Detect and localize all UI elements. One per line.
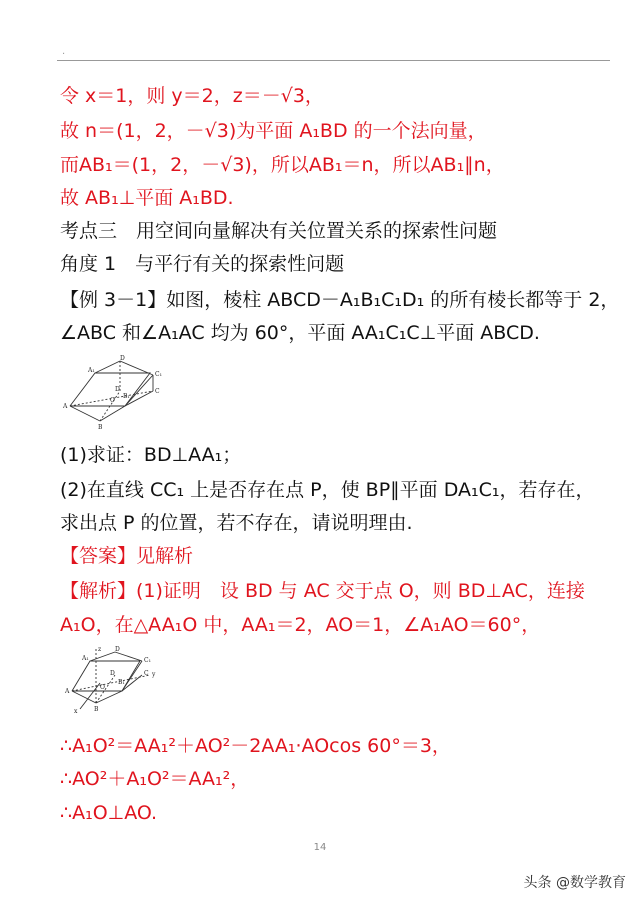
example-line-1: 【例 3－1】如图，棱柱 ABCD－A₁B₁C₁D₁ 的所有棱长都等于 2，: [60, 289, 620, 311]
solution-line-3: ∴A₁O²＝AA₁²＋AO²－2AA₁·AOcos 60°＝3，: [60, 735, 451, 757]
fig1-label-b: B: [98, 424, 103, 431]
header-rule: [57, 60, 610, 61]
fig1-edge: [125, 375, 153, 406]
fig2-label-z: z: [98, 646, 102, 653]
fig1-label-b1: B₁: [123, 393, 130, 400]
fig2-edge: [96, 691, 122, 703]
fig1-label-c1: C₁: [155, 371, 162, 378]
fig2-label-x: x: [74, 708, 78, 715]
fig1-label-a: A: [63, 403, 68, 410]
fig2-label-c1: C₁: [144, 657, 151, 664]
answer-label: 【答案】见解析: [60, 545, 194, 567]
text-line-2: 故 n＝(1，2，－√3)为平面 A₁BD 的一个法向量，: [60, 120, 487, 142]
solution-line-4: ∴AO²＋A₁O²＝AA₁²，: [60, 768, 250, 790]
fig1-edge: [95, 361, 120, 373]
fig2-label-d1: D: [115, 646, 120, 653]
prism-figure-1: [60, 355, 180, 431]
fig1-label-d: D: [115, 386, 120, 393]
fig2-label-y: y: [152, 671, 156, 678]
fig1-label-o: O: [110, 397, 115, 404]
watermark: 头条 @数学教育: [523, 875, 626, 891]
text-line-3: 而AB₁＝(1，2，－√3)，所以AB₁＝n，所以AB₁∥n，: [60, 154, 505, 176]
example-line-2: ∠ABC 和∠A₁AC 均为 60°，平面 AA₁C₁C⊥平面 ABCD.: [60, 322, 540, 344]
question-1: (1)求证：BD⊥AA₁；: [60, 444, 242, 466]
fig1-label-a1: A₁: [88, 367, 95, 374]
fig2-label-a: A: [65, 688, 70, 695]
fig2-label-o: O: [100, 684, 105, 691]
prism-figure-2: [60, 645, 160, 715]
solution-line-5: ∴A₁O⊥AO.: [60, 802, 158, 824]
fig1-label-d1: D: [120, 355, 125, 362]
fig2-label-d: D: [110, 670, 115, 677]
fig2-label-b1: B₁: [118, 679, 125, 686]
page-number: 14: [313, 842, 327, 853]
fig1-edge: [100, 406, 125, 421]
text-line-1: 令 x＝1，则 y＝2，z＝－√3，: [60, 85, 324, 107]
question-2-line-2: 求出点 P 的位置，若不存在，请说明理由.: [60, 512, 413, 534]
subsection-heading: 角度 1 与平行有关的探索性问题: [60, 253, 345, 275]
fig1-edge: [70, 406, 100, 421]
fig2-label-c: C: [144, 670, 149, 677]
fig2-label-b: B: [94, 706, 99, 713]
question-2-line-1: (2)在直线 CC₁ 上是否存在点 P，使 BP∥平面 DA₁C₁，若存在，: [60, 479, 595, 501]
fig2-edge: [122, 661, 142, 691]
header-dot: .: [62, 46, 66, 57]
fig1-label-c: C: [155, 388, 160, 395]
solution-line-2: A₁O，在△AA₁O 中，AA₁＝2，AO＝1，∠A₁AO＝60°，: [60, 614, 541, 636]
fig2-edge: [90, 652, 115, 661]
section-heading: 考点三 用空间向量解决有关位置关系的探索性问题: [60, 220, 498, 242]
fig2-label-a1: A₁: [82, 655, 89, 662]
fig2-edge: [115, 652, 142, 661]
solution-line-1: 【解析】(1)证明 设 BD 与 AC 交于点 O，则 BD⊥AC，连接: [60, 580, 585, 602]
text-line-4: 故 AB₁⊥平面 A₁BD.: [60, 187, 234, 209]
fig2-top-face: [72, 661, 140, 691]
